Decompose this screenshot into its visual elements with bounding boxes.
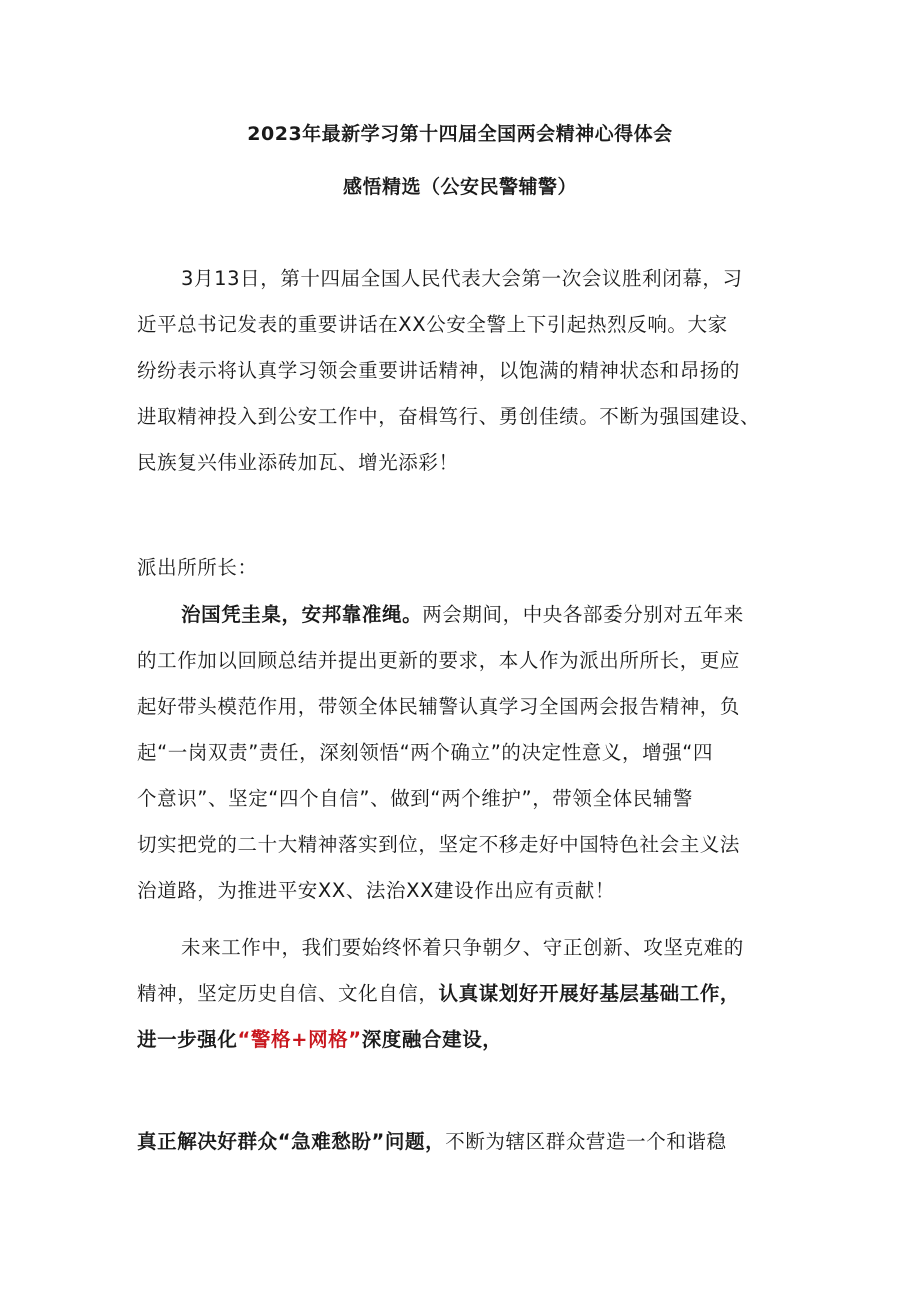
future-line3-red-highlight: “警格+网格” [237, 1028, 362, 1051]
section-body-line [137, 592, 797, 638]
section-heading [137, 545, 797, 591]
section-body-line: 起好带头模范作用，带领全体民辅警认真学习全国两会报告精神，负 [137, 695, 741, 718]
intro-line: 3月13日，第十四届全国人民代表大会第一次会议胜利闭幕，习 [181, 267, 743, 290]
section-heading-text: 派出所所长： [137, 556, 258, 579]
last-line [137, 1119, 797, 1165]
section-body-line: 治道路，为推进平安XX、法治XX建设作出应有贡献！ [137, 879, 615, 902]
last-line-bold: 真正解决好群众“急难愁盼”问题， [137, 1130, 446, 1153]
section-body-bold-lead: 治国凭圭臬，安邦靠准绳。 [181, 603, 423, 626]
section-body-line: 切实把党的二十大精神落实到位，坚定不移走好中国特色社会主义法 [137, 833, 741, 856]
section-body-line: 的工作加以回顾总结并提出更新的要求，本人作为派出所所长，更应 [137, 649, 741, 672]
future-line2-plain: 精神，坚定历史自信、文化自信， [137, 982, 439, 1005]
document-title-line-2: 感悟精选（公安民警辅警） [342, 176, 577, 198]
future-line: 未来工作中，我们要始终怀着只争朝夕、守正创新、攻坚克难的 [181, 936, 744, 959]
future-line [137, 971, 797, 1017]
future-paragraph [137, 925, 797, 1063]
intro-line: 进取精神投入到公安工作中，奋楫笃行、勇创佳绩。不断为强国建设、 [137, 405, 761, 428]
intro-paragraph [137, 256, 797, 486]
last-paragraph [137, 1119, 797, 1165]
future-line2-bold: 认真谋划好开展好基层基础工作， [438, 982, 741, 1005]
section-body-paragraph [137, 592, 797, 914]
last-line-rest: 不断为辖区群众营造一个和谐稳 [445, 1130, 727, 1153]
intro-line: 近平总书记发表的重要讲话在XX公安全警上下引起热烈反响。大家 [137, 313, 728, 336]
section-body-line: 起“一岗双责”责任，深刻领悟“两个确立”的决定性意义，增强“四 [137, 741, 714, 764]
intro-line: 民族复兴伟业添砖加瓦、增光添彩！ [137, 451, 459, 474]
future-line3-bold-b: 深度融合建设， [361, 1028, 503, 1051]
document-title-line-1: 2023年最新学习第十四届全国两会精神心得体会 [247, 123, 673, 145]
section-body-line: 个意识”、坚定“四个自信”、做到“两个维护”，带领全体民辅警 [137, 787, 694, 810]
intro-line: 纷纷表示将认真学习领会重要讲话精神，以饱满的精神状态和昂扬的 [137, 359, 741, 382]
future-line3-bold-a: 进一步强化 [137, 1028, 238, 1051]
future-line [137, 1017, 797, 1063]
section-body-lead-rest: 两会期间，中央各部委分别对五年来 [422, 603, 744, 626]
